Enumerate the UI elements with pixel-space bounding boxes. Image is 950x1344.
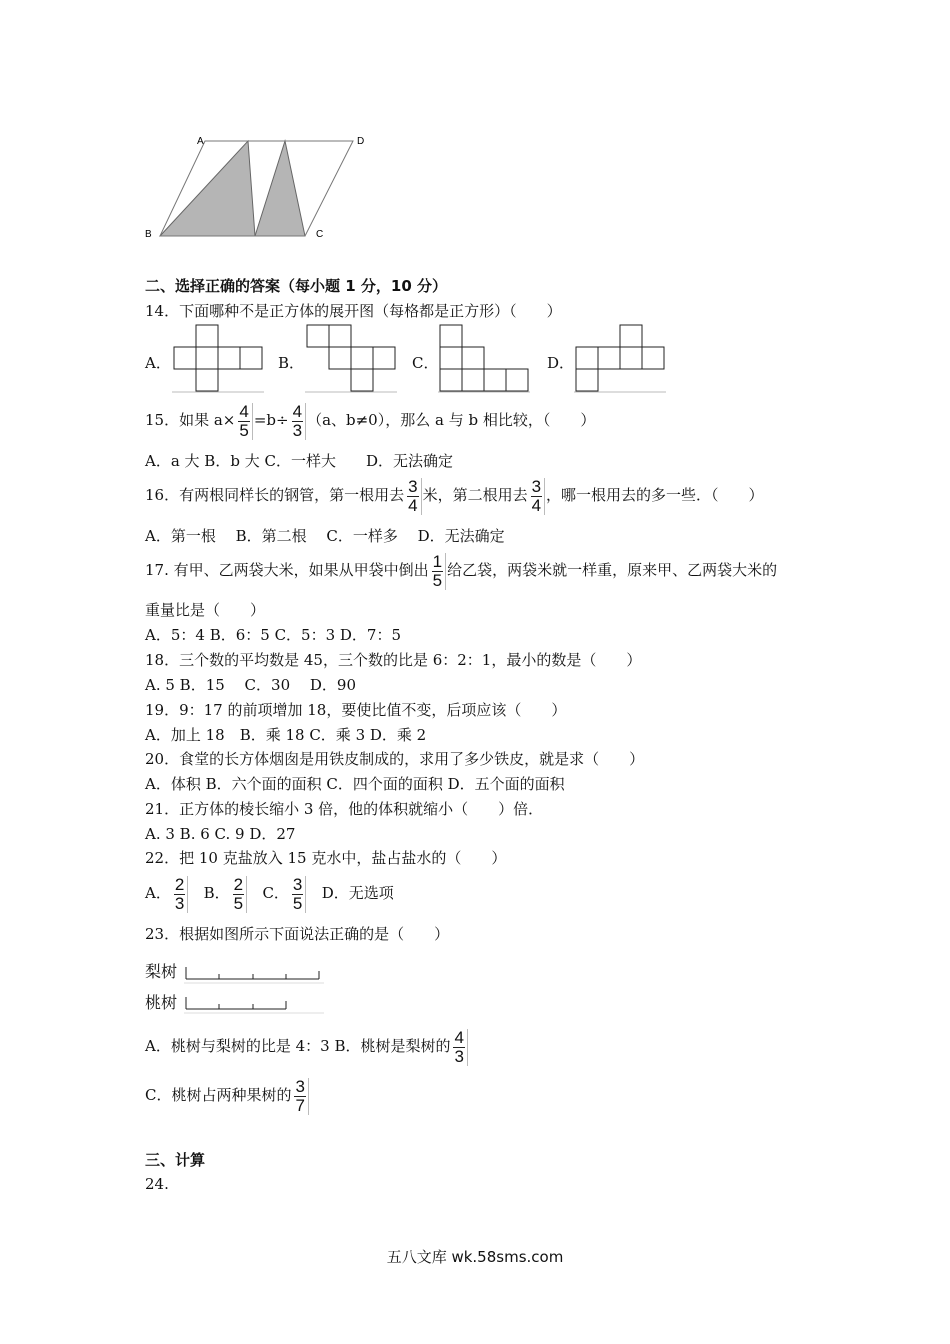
q18-text: 18．三个数的平均数是 45，三个数的比是 6：2：1，最小的数是（ ） [145, 651, 642, 669]
shaded-triangle-right [255, 141, 305, 236]
q16-text: 16．有两根同样长的钢管，第一根用去 $\frac{3}{4}$ 米，第二根用去 $\frac{3}{4}$ ，哪一根用去的多一些．（ ） [145, 476, 764, 515]
q14-option-d: D． [547, 354, 575, 372]
vertex-d: D [357, 136, 365, 147]
fraction-4-5: $\frac{4}{5}$ [236, 403, 252, 440]
vertex-b: B [145, 229, 152, 240]
pear-tree-label: 梨树 [145, 962, 178, 981]
q17-line2: 重量比是（ ） [145, 601, 266, 619]
section-2-title: 二、选择正确的答案（每小题 1 分，10 分） [145, 277, 447, 295]
q23-option-c: C．桃树占两种果树的 $\frac{3}{7}$ [145, 1073, 310, 1117]
q16-options: A．第一根 B．第二根 C．一样多 D．无法确定 [145, 527, 505, 545]
q22-options: A． $\frac{2}{3}$ B． $\frac{2}{5}$ C． $\frac{3}{5}$ D．无选项 [145, 874, 394, 913]
fraction-4-3: $\frac{4}{3}$ [290, 403, 306, 440]
fraction-2-3: $\frac{2}{3}$ [172, 876, 188, 913]
fraction-4-3-peach: $\frac{4}{3}$ [451, 1029, 467, 1066]
q14-option-c: C． [412, 354, 439, 372]
fraction-3-7: $\frac{3}{7}$ [292, 1078, 308, 1115]
q14-option-a: A． [145, 354, 171, 372]
vertex-c: C [316, 229, 324, 240]
peach-tree-label: 桃树 [145, 993, 178, 1012]
fraction-3-4-second: $\frac{3}{4}$ [529, 478, 545, 515]
pear-tree-bar [184, 964, 324, 984]
q18-options: A. 5 B．15 C．30 D．90 [145, 676, 357, 694]
q19-text: 19．9：17 的前项增加 18，要使比值不变，后项应该（ ） [145, 701, 567, 719]
fraction-3-4: $\frac{3}{4}$ [405, 478, 421, 515]
q23-option-ab: A．桃树与梨树的比是 4：3 B．桃树是梨树的 $\frac{4}{3}$ [145, 1024, 469, 1068]
vertex-a: A [197, 136, 204, 147]
peach-tree-bar [184, 994, 324, 1014]
fraction-3-5: $\frac{3}{5}$ [290, 876, 306, 913]
q15-text: 15．如果 a× $\frac{4}{5}$ =b÷ $\frac{4}{3}$ （a、b≠0），那么 a 与 b 相比较，（ ） [145, 401, 596, 440]
q14-text: 14．下面哪种不是正方体的展开图（每格都是正方形）（ ） [145, 302, 562, 320]
q21-options: A. 3 B. 6 C. 9 D．27 [145, 825, 296, 843]
footer-watermark: 五八文库 wk.58sms.com [386, 1248, 564, 1266]
q17-options: A．5：4 B．6：5 C．5：3 D．7：5 [145, 626, 402, 644]
net-c [438, 324, 530, 394]
shaded-triangle-left [160, 141, 255, 236]
q20-text: 20．食堂的长方体烟囱是用铁皮制成的，求用了多少铁皮，就是求（ ） [145, 750, 645, 768]
q15-options: A．a 大 B．b 大 C．一样大 D．无法确定 [145, 452, 453, 470]
q14-option-b: B． [278, 354, 305, 372]
q24-text: 24. [145, 1175, 169, 1193]
net-b [305, 324, 397, 394]
q21-text: 21．正方体的棱长缩小 3 倍，他的体积就缩小（ ）倍． [145, 800, 544, 818]
q22-text: 22．把 10 克盐放入 15 克水中，盐占盐水的（ ） [145, 849, 507, 867]
q19-options: A．加上 18 B．乘 18 C．乘 3 D．乘 2 [145, 726, 427, 744]
q23-text: 23．根据如图所示下面说法正确的是（ ） [145, 925, 450, 943]
fraction-1-5: $\frac{1}{5}$ [430, 553, 446, 590]
section-3-title: 三、计算 [145, 1151, 206, 1169]
parallelogram-figure [140, 128, 380, 243]
net-d [574, 324, 666, 394]
fraction-2-5: $\frac{2}{5}$ [231, 876, 247, 913]
net-a [172, 324, 264, 394]
q20-options: A．体积 B．六个面的面积 C．四个面的面积 D．五个面的面积 [145, 775, 565, 793]
q17-text: 17. 有甲、乙两袋大米，如果从甲袋中倒出 $\frac{1}{5}$ 给乙袋，两袋米就一样重，原来甲、乙两袋大米的 [145, 551, 778, 590]
